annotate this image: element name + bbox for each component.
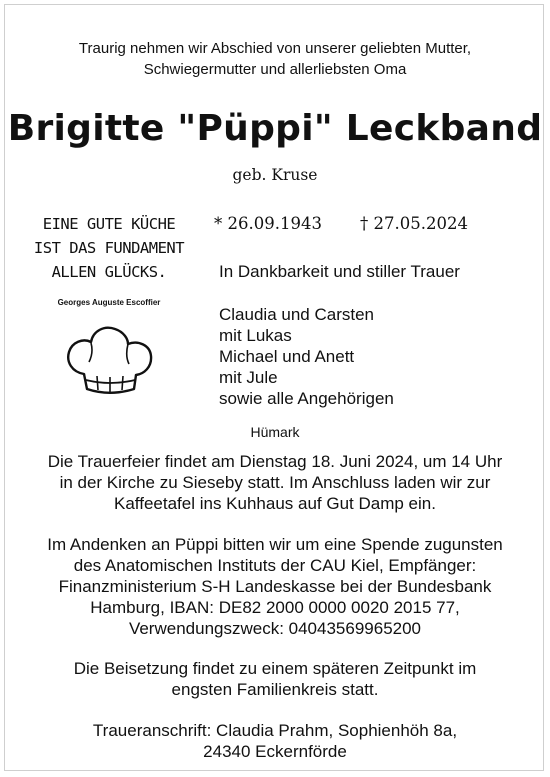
deceased-name: Brigitte "Püppi" Leckband [7, 108, 543, 149]
donation-line: Verwendungszweck: 04043569965200 [128, 619, 422, 638]
donation-line: Finanzministerium S-H Landeskasse bei der Bundesbank [58, 577, 492, 596]
donation-line: Im Andenken an Püppi bitten wir um eine Spende zugunsten [47, 535, 503, 554]
family-member: mit Lukas [219, 326, 292, 345]
funeral-paragraph [0, 451, 550, 514]
quote-author: Georges Auguste Escoffier [57, 298, 161, 307]
funeral-line: in der Kirche zu Sieseby statt. Im Anschluss laden wir zur [59, 473, 491, 492]
funeral-line: Kaffeetafel ins Kuhhaus auf Gut Damp ein. [114, 494, 436, 513]
address-line: Traueranschrift: Claudia Prahm, Sophienhöh 8a, [92, 721, 458, 740]
family-list [219, 304, 394, 409]
burial-line: engsten Familienkreis statt. [171, 680, 379, 699]
donation-line: des Anatomischen Instituts der CAU Kiel, Empfänger: [73, 556, 477, 575]
quote-line: IST DAS FUNDAMENT [33, 239, 185, 257]
funeral-line: Die Trauerfeier findet am Dienstag 18. Juni 2024, um 14 Uhr [47, 452, 503, 471]
birth-date: * 26.09.1943 [214, 214, 322, 233]
quote-line: EINE GUTE KÜCHE [42, 215, 176, 233]
death-date: † 27.05.2024 [360, 214, 468, 233]
birth-name: geb. Kruse [232, 166, 318, 184]
family-member: sowie alle Angehörigen [219, 389, 394, 408]
quote-text [24, 212, 194, 284]
intro-text [0, 38, 550, 80]
address-paragraph [0, 720, 550, 762]
burial-line: Die Beisetzung findet zu einem späteren Zeitpunkt im [73, 659, 477, 678]
family-member: mit Jule [219, 368, 278, 387]
place-name: Hümark [250, 424, 300, 440]
burial-paragraph [0, 658, 550, 700]
quote-line: ALLEN GLÜCKS. [51, 263, 167, 281]
donation-paragraph [0, 534, 550, 639]
intro-line: Schwiegermutter und allerliebsten Oma [143, 61, 407, 78]
intro-line: Traurig nehmen wir Abschied von unserer geliebten Mutter, [78, 40, 472, 57]
family-member: Michael und Anett [219, 347, 355, 366]
family-member: Claudia und Carsten [219, 305, 374, 324]
address-line: 24340 Eckernförde [203, 742, 347, 761]
chef-hat-icon [62, 322, 156, 398]
donation-line: Hamburg, IBAN: DE82 2000 0000 0020 2015 77, [90, 598, 460, 617]
mourning-line: In Dankbarkeit und stiller Trauer [219, 262, 460, 281]
